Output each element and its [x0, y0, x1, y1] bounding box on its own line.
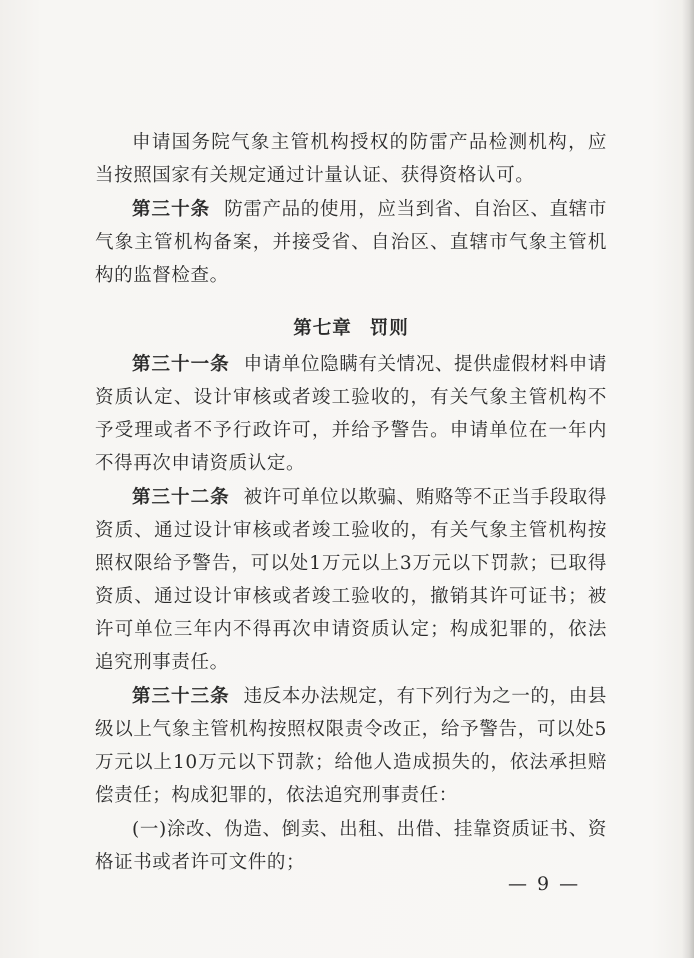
- chapter-title: 罚则: [369, 318, 409, 339]
- page-number: — 9 —: [508, 873, 581, 895]
- chapter-heading: [95, 312, 607, 345]
- article-33: [95, 680, 607, 812]
- article-text: 防雷产品的使用，应当到省、自治区、直辖市气象主管机构备案，并接受省、自治区、直辖市气象主管机构的监督检查。: [95, 199, 607, 286]
- paragraph-continuation: 申请国务院气象主管机构授权的防雷产品检测机构，应当按照国家有关规定通过计量认证、获得资格认可。: [95, 132, 607, 186]
- article-text: 违反本办法规定，有下列行为之一的，由县级以上气象主管机构按照权限责令改正，给予警告，可以处5万元以上10万元以下罚款；给他人造成损失的，依法承担赔偿责任；构成犯罪的，依法追究刑事责任：: [95, 686, 607, 806]
- article-number: 第三十一条: [132, 354, 230, 375]
- page-edge-shadow: [682, 0, 694, 958]
- article-31: [95, 348, 607, 480]
- document-body: [95, 126, 607, 879]
- article-text: 被许可单位以欺骗、贿赂等不正当手段取得资质、通过设计审核或者竣工验收的，有关气象主管机构按照权限给予警告，可以处1万元以上3万元以下罚款；已取得资质、通过设计审核或者竣工验收的，撤销其许可证书；被许可单位三年内不得再次申请资质认定；构成犯罪的，依法追究刑事责任。: [95, 487, 607, 673]
- article-number: 第三十二条: [132, 487, 230, 508]
- article-text: 申请单位隐瞒有关情况、提供虚假材料申请资质认定、设计审核或者竣工验收的，有关气象主管机构不予受理或者不予行政许可，并给予警告。申请单位在一年内不得再次申请资质认定。: [95, 354, 607, 474]
- chapter-number: 第七章: [293, 318, 352, 339]
- article-number: 第三十条: [132, 199, 211, 220]
- article-30: [95, 193, 607, 292]
- article-number: 第三十三条: [132, 686, 230, 707]
- list-item-1: (一)涂改、伪造、倒卖、出租、出借、挂靠资质证书、资格证书或者许可文件的；: [95, 819, 607, 873]
- article-32: [95, 481, 607, 679]
